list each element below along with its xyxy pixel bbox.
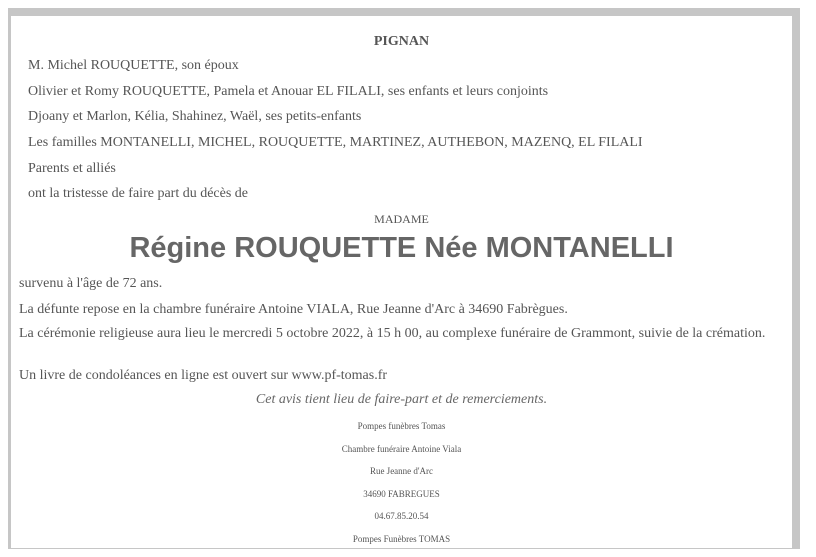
footer-signature: Pompes Funèbres TOMAS [352,534,451,544]
announcement-line: ont la tristesse de faire part du décès de [28,186,249,201]
ceremony-paragraph: La cérémonie religieuse aura lieu le mercredi 5 octobre 2022, à 15 h 00, au complexe funéraire de Grammont, suivie de la crémation. [19,326,766,341]
footer-phone: 04.67.85.20.54 [374,511,429,521]
deceased-name: Régine ROUQUETTE Née MONTANELLI [129,232,674,264]
condolences-line: Un livre de condoléances en ligne est ouvert sur www.pf-tomas.fr [19,368,388,383]
footer-chamber: Chambre funéraire Antoine Viala [341,444,462,454]
rest-location-line: La défunte repose en la chambre funéraire Antoine VIALA, Rue Jeanne d'Arc à 34690 Fabrègues. [19,302,568,317]
age-line: survenu à l'âge de 72 ans. [19,276,163,291]
footer-funeral-home: Pompes funèbres Tomas [357,421,446,431]
city-heading: PIGNAN [373,34,430,49]
footer-city: 34690 FABREGUES [363,489,440,499]
obituary-frame [8,8,800,549]
family-line-spouse: M. Michel ROUQUETTE, son époux [28,58,239,73]
family-line-relatives: Parents et alliés [28,161,116,176]
title-madame: MADAME [374,212,429,226]
footer-street: Rue Jeanne d'Arc [369,466,434,476]
obituary-notice [11,16,792,548]
notice-statement: Cet avis tient lieu de faire-part et de remerciements. [255,392,548,407]
family-line-grandchildren: Djoany et Marlon, Kélia, Shahinez, Waël, ses petits-enfants [28,109,362,124]
family-line-families: Les familles MONTANELLI, MICHEL, ROUQUETTE, MARTINEZ, AUTHEBON, MAZENQ, EL FILALI [28,135,643,150]
family-line-children: Olivier et Romy ROUQUETTE, Pamela et Anouar EL FILALI, ses enfants et leurs conjoints [28,84,549,99]
